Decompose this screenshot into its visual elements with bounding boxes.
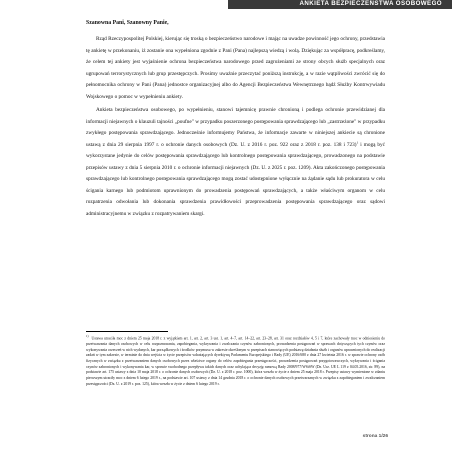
- header-bar: [228, 0, 452, 9]
- intro-paragraph: [86, 34, 385, 103]
- footnote-separator: [86, 331, 168, 332]
- intro-paragraph-text: Rząd Rzeczypospolitej Polskiej, kierując się troską o bezpieczeństwo narodowe i mając na uwadze powinność jego ochrony, przedstawia tę ankietę w przekonaniu, iż zostanie ona wypełniona zgodnie z Pani (Pana) najlepszą wiedzą i wolą. Dziękując za współpracę, podkreślamy, że celem tej ankiety jest wyjaśnienie ochrona bezpieczeństwa narodowego przed zagrożeniami ze strony obcych służb specjalnych oraz ugrupowań terrorystycznych lub grup przestępczych. Prosimy uważnie przeczytać poniższą instrukcję, a w razie wątpliwości zwrócić się do pełnomocnika ochrony w Pani (Pana) jednostce organizacyjnej albo do Agencji Bezpieczeństwa Wewnętrznego bądź Służby Kontrwywiadu Wojskowego o pomoc w wypełnieniu ankiety.: [86, 36, 385, 100]
- footnote: [86, 336, 385, 388]
- confidentiality-paragraph: [86, 105, 385, 220]
- footnote-mark: 1): [86, 334, 89, 338]
- footnote-reference[interactable]: 1: [356, 139, 359, 144]
- page-number: strona 1/26: [362, 434, 388, 439]
- confidentiality-text-part1: Ankieta bezpieczeństwa osobowego, po wypełnieniu, stanowi tajemnicę prawnie chronioną i podlega ochronie przewidzianej dla informacji niejawnych o klauzuli tajności „poufne" w przypadku poszerzonego postępowania sprawdzającego lub „zastrzeżone" w przypadku zwykłego postępowania sprawdzającego. Jednocześnie informujemy Państwa, że informacje zawarte w niniejszej ankiecie są chronione ustawą z dnia 29 sierpnia 1997 r. o ochronie danych osobowych (Dz. U. z 2016 r. poz. 922 oraz z 2018 r. poz. 138 i 723): [86, 107, 385, 148]
- confidentiality-text-part2: i mogą być wykorzystane jedynie do celów postępowania sprawdzającego lub kontrolnego postępowania sprawdzającego, prowadzonego na podstawie przepisów ustawy z dnia 5 sierpnia 2010 r. o ochronie informacji niejawnych (Dz. U. z 2025 r. poz. 1209). Akta zakończonego postępowania sprawdzającego lub kontrolnego postępowania sprawdzającego mogą zostać udostępnione wyłącznie na żądanie sądu lub prokuratora w celu ścigania karnego lub podmiotom uprawnionym do prowadzenia postępowań sprawdzających, a także właściwym organom w celu rozpatrzenia odwołania lub dokonania sprawdzenia prawidłowości przeprowadzenia postępowania sprawdzającego oraz sądowi administracyjnemu w związku z rozpatrywaniem skargi.: [86, 141, 386, 217]
- footnote-text: Ustawa utraciła moc z dniem 25 maja 2018 r. z wyjątkiem art. 1, art. 2, art. 3 ust. 1, art. 4–7, art. 14–22, art. 23–28, art. 31 oraz rozdziałów 4, 5 i 7, które zachowały moc w odniesieniu do przetwarzania danych osobowych w celu rozpoznawania, zapobiegania, wykrywania i zwalczania czynów zabronionych, prowadzenia postępowań w sprawach dotyczących tych czynów oraz wykonywania orzeczeń w nich wydanych, kar porządkowych i środków przymusu w zakresie określonym w przepisach stanowiących podstawę działania służb i organów uprawnionych do realizacji zadań w tym zakresie, w terminie do dnia wejścia w życie przepisów wdrażających dyrektywę Parlamentu Europejskiego i Rady (UE) 2016/680 z dnia 27 kwietnia 2016 r. w sprawie ochrony osób fizycznych w związku z przetwarzaniem danych osobowych przez właściwe organy do celów zapobiegania przestępczości, prowadzenia postępowań przygotowawczych, wykrywania i ścigania czynów zabronionych i wykonywania kar, w sprawie swobodnego przepływu takich danych oraz uchylająca decyzję ramową Rady 2008/977/WSiSW (Dz. Urz. UE L 119 z 04.05.2016, str. 89), na podstawie art. 175 ustawy z dnia 10 maja 2018 r. o ochronie danych osobowych (Dz. U. z 2018 r. poz. 1000), która weszła w życie z dniem 25 maja 2018 r. Przepisy ustawy wymienione w zdaniu pierwszym utraciły moc z dniem 6 lutego 2019 r., na podstawie art. 107 ustawy z dnia 14 grudnia 2018 r. o ochronie danych osobowych przetwarzanych w związku z zapobieganiem i zwalczaniem przestępczości (Dz. U. z 2019 r. poz. 125), która weszła w życie z dniem 6 lutego 2019 r.: [86, 336, 385, 386]
- header-title: ANKIETA BEZPIECZEŃSTWA OSOBOWEGO: [299, 0, 442, 7]
- salutation: Szanowna Pani, Szanowny Panie,: [86, 20, 169, 26]
- document-body: [86, 20, 385, 220]
